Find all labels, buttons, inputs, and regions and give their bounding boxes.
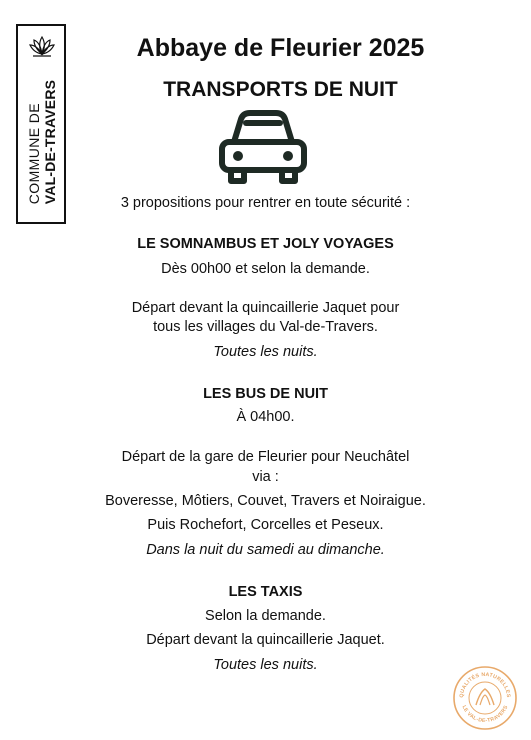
seal-text-bottom: LE VAL-DE-TRAVERS xyxy=(460,704,510,725)
section-note: Toutes les nuits. xyxy=(213,657,318,673)
quality-seal-icon xyxy=(452,665,518,731)
section-line: Départ devant la quincaillerie Jaquet pour xyxy=(131,300,400,316)
section-line: tous les villages du Val-de-Travers. xyxy=(153,319,378,335)
svg-text:QUALITÉS NATURELLES xyxy=(459,672,511,698)
page-title: Abbaye de Fleurier 2025 xyxy=(136,34,425,62)
section-heading-somnambus: LE SOMNAMBUS ET JOLY VOYAGES xyxy=(137,236,394,252)
section-note: Toutes les nuits. xyxy=(213,344,318,360)
section-line: Départ de la gare de Fleurier pour Neuchâtel xyxy=(121,449,410,465)
section-line: Dès 00h00 et selon la demande. xyxy=(161,261,370,277)
section-line: Départ devant la quincaillerie Jaquet. xyxy=(146,632,385,648)
section-line: Boveresse, Môtiers, Couvet, Travers et Noiraigue. xyxy=(105,493,426,509)
section-line: via : xyxy=(252,469,279,485)
section-heading-taxis: LES TAXIS xyxy=(228,584,303,600)
logo-line-val-de-travers: VAL-DE-TRAVERS xyxy=(42,79,58,205)
section-heading-bus-de-nuit: LES BUS DE NUIT xyxy=(203,386,328,402)
car-icon xyxy=(216,108,310,186)
section-line: À 04h00. xyxy=(236,409,295,425)
logo-line-commune: COMMUNE DE xyxy=(26,102,42,205)
section-line: Selon la demande. xyxy=(205,608,326,624)
page-subtitle: TRANSPORTS DE NUIT xyxy=(163,78,398,101)
section-line: Puis Rochefort, Corcelles et Peseux. xyxy=(147,517,384,533)
seal-text-top: QUALITÉS NATURELLES xyxy=(458,671,512,698)
section-note: Dans la nuit du samedi au dimanche. xyxy=(146,542,385,558)
intro-text: 3 propositions pour rentrer en toute sécurité : xyxy=(120,195,411,211)
